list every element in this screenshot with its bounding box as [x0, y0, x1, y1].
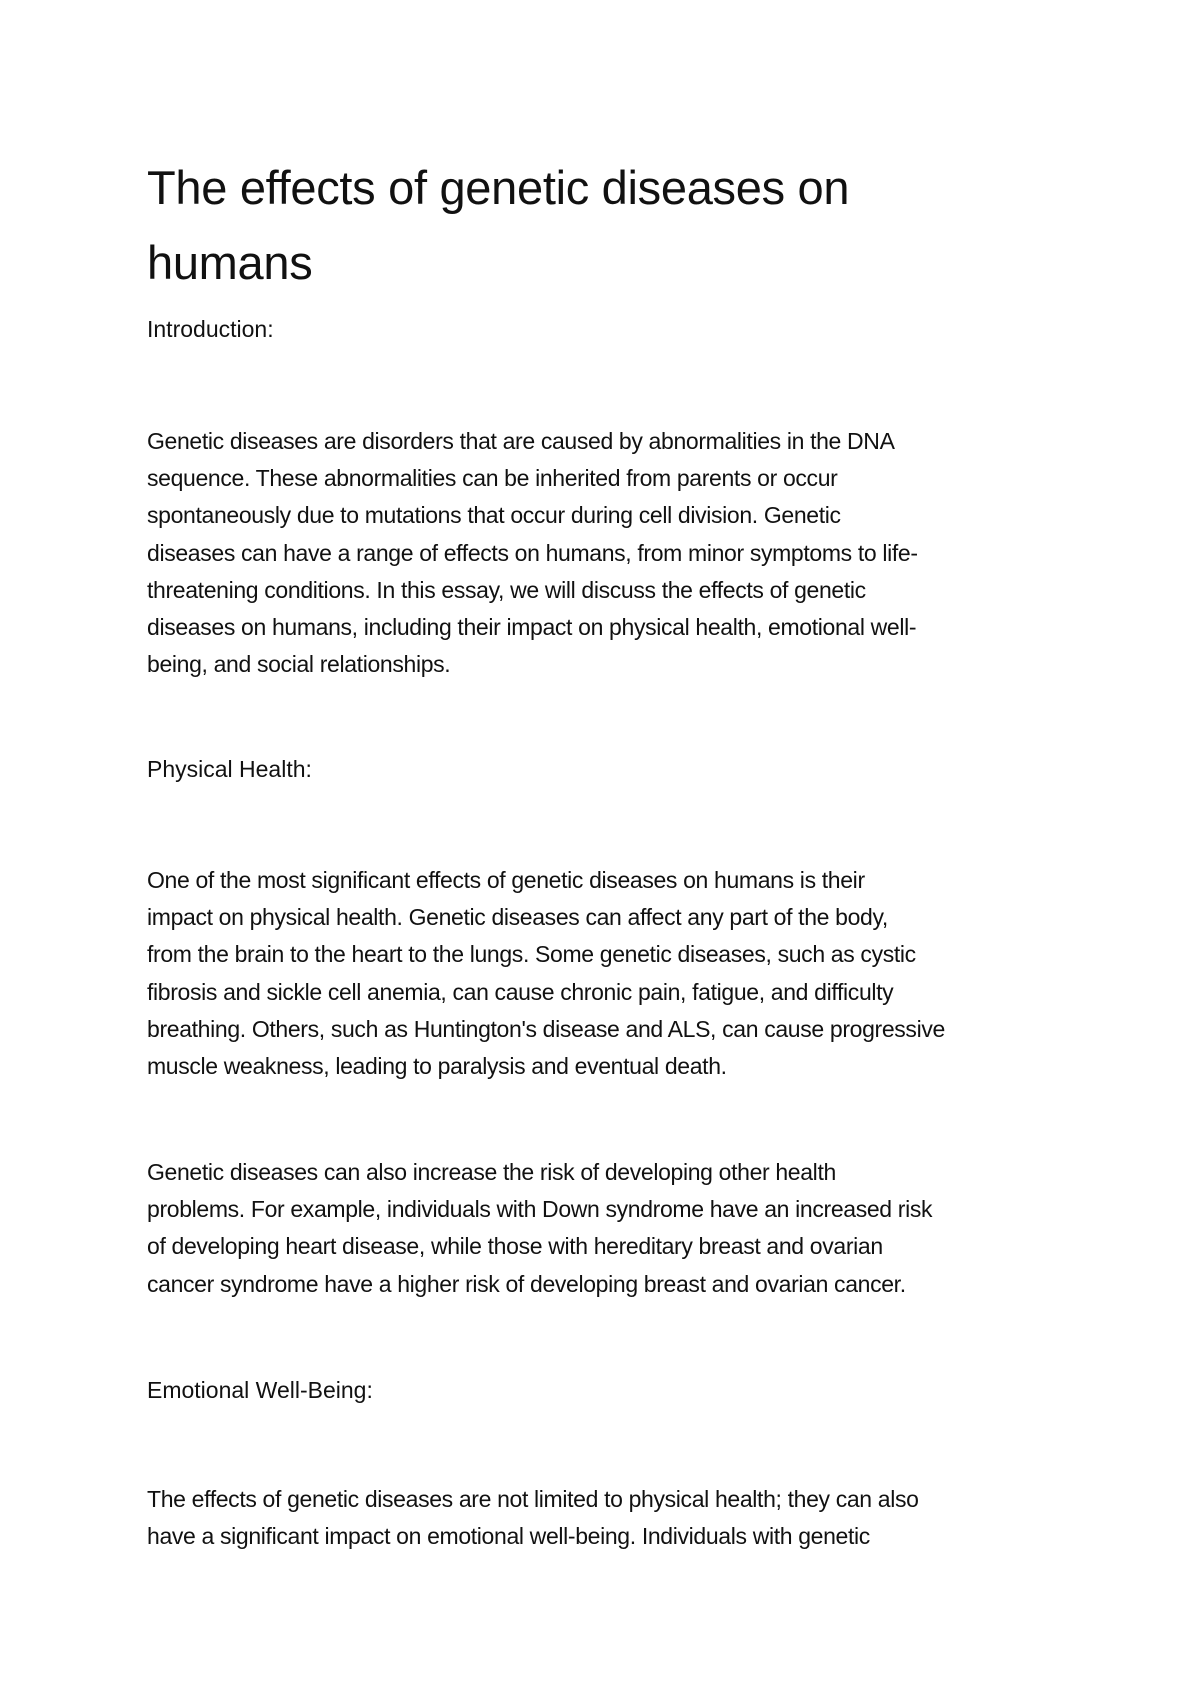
paragraph-line: breathing. Others, such as Huntington's disease and ALS, can cause progressive	[147, 1015, 945, 1042]
paragraph-line: Genetic diseases are disorders that are caused by abnormalities in the DNA	[147, 428, 895, 454]
introduction-paragraph	[147, 423, 1077, 683]
paragraph-line: problems. For example, individuals with Down syndrome have an increased risk	[147, 1196, 933, 1223]
paragraph-line: diseases on humans, including their impact on physical health, emotional well-	[147, 614, 917, 641]
physical-health-paragraph-1	[147, 862, 1077, 1085]
paragraph-line: Genetic diseases can also increase the risk of developing other health	[147, 1159, 836, 1185]
paragraph-line: diseases can have a range of effects on humans, from minor symptoms to life-	[147, 539, 918, 566]
physical-health-paragraph-2	[147, 1154, 1077, 1303]
paragraph-line: being, and social relationships.	[147, 651, 451, 678]
paragraph-line: One of the most significant effects of genetic diseases on humans is their	[147, 867, 865, 893]
title-line: The effects of genetic diseases on	[147, 161, 850, 214]
paragraph-line: sequence. These abnormalities can be inherited from parents or occur	[147, 465, 838, 492]
emotional-well-being-paragraph	[147, 1481, 1077, 1555]
paragraph-line: impact on physical health. Genetic diseases can affect any part of the body,	[147, 904, 888, 931]
paragraph-line: cancer syndrome have a higher risk of developing breast and ovarian cancer.	[147, 1270, 906, 1297]
introduction-heading: Introduction:	[147, 316, 274, 342]
paragraph-line: threatening conditions. In this essay, we will discuss the effects of genetic	[147, 576, 866, 603]
document-title	[147, 150, 1047, 300]
paragraph-line: muscle weakness, leading to paralysis and eventual death.	[147, 1053, 727, 1080]
paragraph-line: spontaneously due to mutations that occur during cell division. Genetic	[147, 502, 841, 529]
paragraph-line: of developing heart disease, while those with hereditary breast and ovarian	[147, 1233, 883, 1260]
title-line: humans	[147, 236, 313, 289]
paragraph-line: The effects of genetic diseases are not limited to physical health; they can also	[147, 1486, 919, 1512]
paragraph-line: have a significant impact on emotional well-being. Individuals with genetic	[147, 1523, 870, 1550]
emotional-well-being-heading: Emotional Well-Being:	[147, 1377, 373, 1403]
paragraph-line: fibrosis and sickle cell anemia, can cause chronic pain, fatigue, and difficulty	[147, 978, 894, 1005]
paragraph-line: from the brain to the heart to the lungs. Some genetic diseases, such as cystic	[147, 941, 916, 968]
physical-health-heading: Physical Health:	[147, 756, 312, 782]
